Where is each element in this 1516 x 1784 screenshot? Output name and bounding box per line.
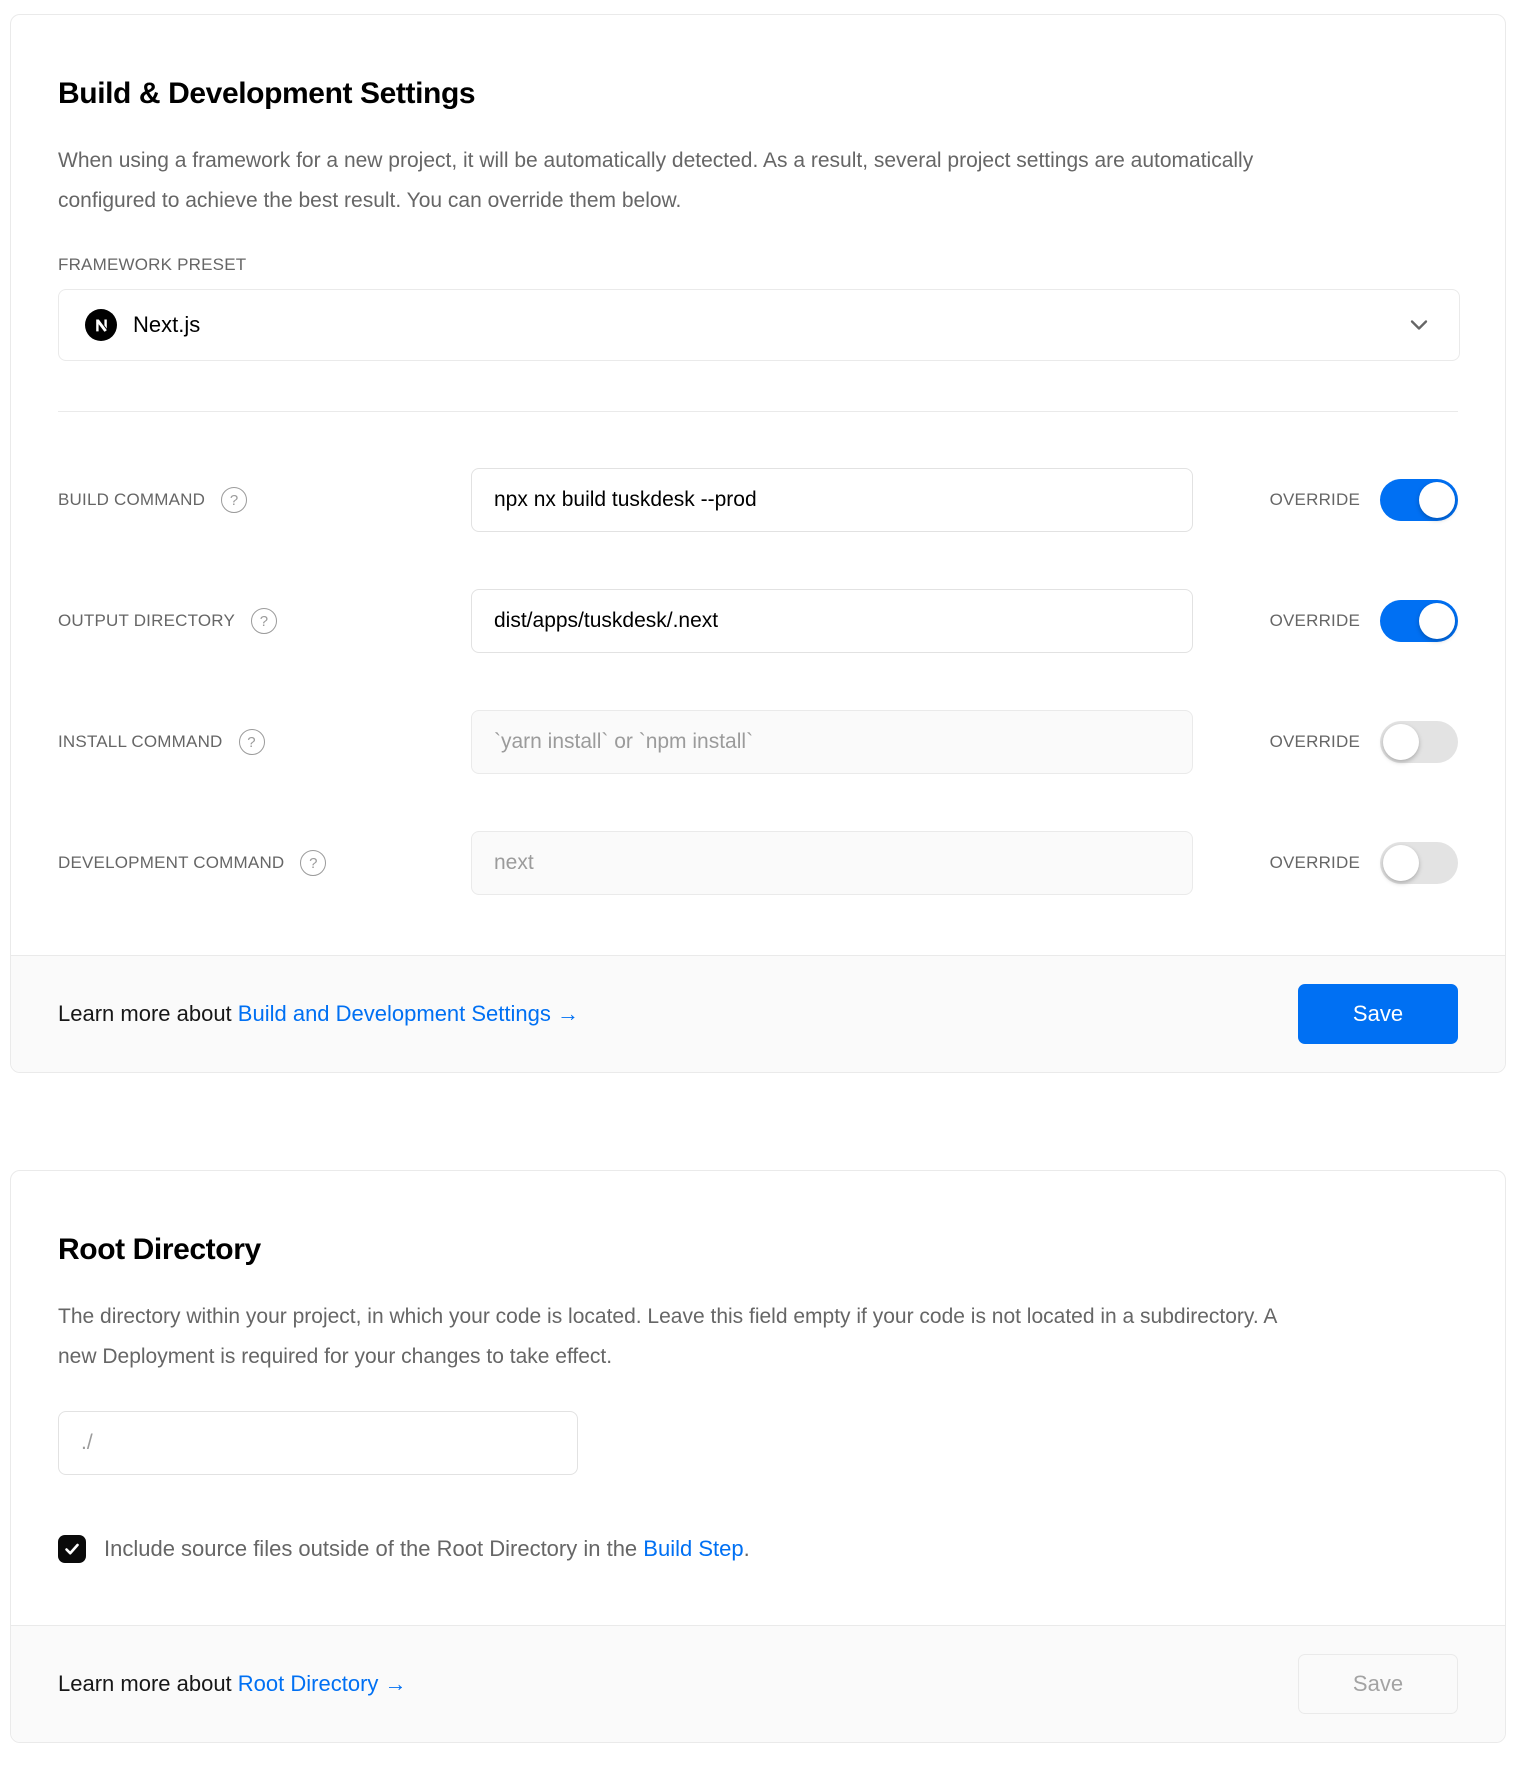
help-icon[interactable]: ? xyxy=(300,850,326,876)
learn-more-text: Learn more about Build and Development Settings → xyxy=(58,1001,580,1026)
development-command-input[interactable] xyxy=(471,831,1193,895)
override-label: OVERRIDE xyxy=(1269,732,1360,751)
build-settings-card xyxy=(10,14,1506,1073)
root-directory-save-button[interactable]: Save xyxy=(1298,1654,1458,1714)
framework-preset-value: Next.js xyxy=(133,312,201,337)
override-label: OVERRIDE xyxy=(1269,611,1360,630)
build-settings-save-button[interactable]: Save xyxy=(1298,984,1458,1044)
output-directory-input[interactable] xyxy=(471,589,1193,653)
install-command-override-toggle[interactable] xyxy=(1380,721,1458,763)
checkmark-icon xyxy=(63,1540,81,1558)
development-command-row xyxy=(58,831,1458,895)
arrow-right-icon: → xyxy=(557,1001,580,1026)
build-command-label: BUILD COMMAND ? xyxy=(58,487,471,513)
development-command-label: DEVELOPMENT COMMAND ? xyxy=(58,850,471,876)
toggle-knob xyxy=(1383,845,1419,881)
help-icon[interactable]: ? xyxy=(221,487,247,513)
toggle-knob xyxy=(1383,724,1419,760)
include-source-files-checkbox[interactable] xyxy=(58,1535,86,1563)
include-source-files-label: Include source files outside of the Root Directory in the Build Step. xyxy=(104,1536,750,1561)
help-icon[interactable]: ? xyxy=(239,729,265,755)
learn-more-text: Learn more about Root Directory → xyxy=(58,1671,407,1696)
override-label: OVERRIDE xyxy=(1269,490,1360,509)
output-directory-label: OUTPUT DIRECTORY ? xyxy=(58,608,471,634)
build-settings-docs-link[interactable]: Build and Development Settings → xyxy=(237,1001,580,1026)
chevron-down-icon xyxy=(1405,311,1433,339)
arrow-right-icon: → xyxy=(384,1671,407,1696)
output-directory-row xyxy=(58,589,1458,653)
root-directory-title: Root Directory xyxy=(58,1233,261,1266)
install-command-input[interactable] xyxy=(471,710,1193,774)
section-divider xyxy=(58,411,1458,412)
toggle-knob xyxy=(1419,482,1455,518)
root-directory-card xyxy=(10,1170,1506,1743)
build-command-row xyxy=(58,468,1458,532)
build-step-link[interactable]: Build Step xyxy=(643,1536,744,1561)
root-directory-footer xyxy=(11,1625,1505,1742)
root-directory-input[interactable] xyxy=(58,1411,578,1475)
root-directory-docs-link[interactable]: Root Directory → xyxy=(237,1671,407,1696)
framework-preset-label: FRAMEWORK PRESET xyxy=(58,255,247,274)
build-settings-description: When using a framework for a new project, it will be automatically detected. As a result, several project settings are automatically configured to achieve the best result. You can override them below. xyxy=(58,149,1254,212)
build-settings-title: Build & Development Settings xyxy=(58,77,476,110)
build-settings-footer xyxy=(11,955,1505,1072)
install-command-label: INSTALL COMMAND ? xyxy=(58,729,471,755)
override-label: OVERRIDE xyxy=(1269,853,1360,872)
build-command-override-toggle[interactable] xyxy=(1380,479,1458,521)
framework-preset-select[interactable] xyxy=(58,289,1460,361)
output-directory-override-toggle[interactable] xyxy=(1380,600,1458,642)
include-source-files-row xyxy=(58,1535,1458,1563)
development-command-override-toggle[interactable] xyxy=(1380,842,1458,884)
nextjs-logo-icon xyxy=(85,309,117,341)
root-directory-description: The directory within your project, in which your code is located. Leave this field empty if your code is not located in a subdirectory. A new Deployment is required for your changes to take effect. xyxy=(58,1305,1277,1368)
help-icon[interactable]: ? xyxy=(251,608,277,634)
build-command-input[interactable] xyxy=(471,468,1193,532)
install-command-row xyxy=(58,710,1458,774)
toggle-knob xyxy=(1419,603,1455,639)
